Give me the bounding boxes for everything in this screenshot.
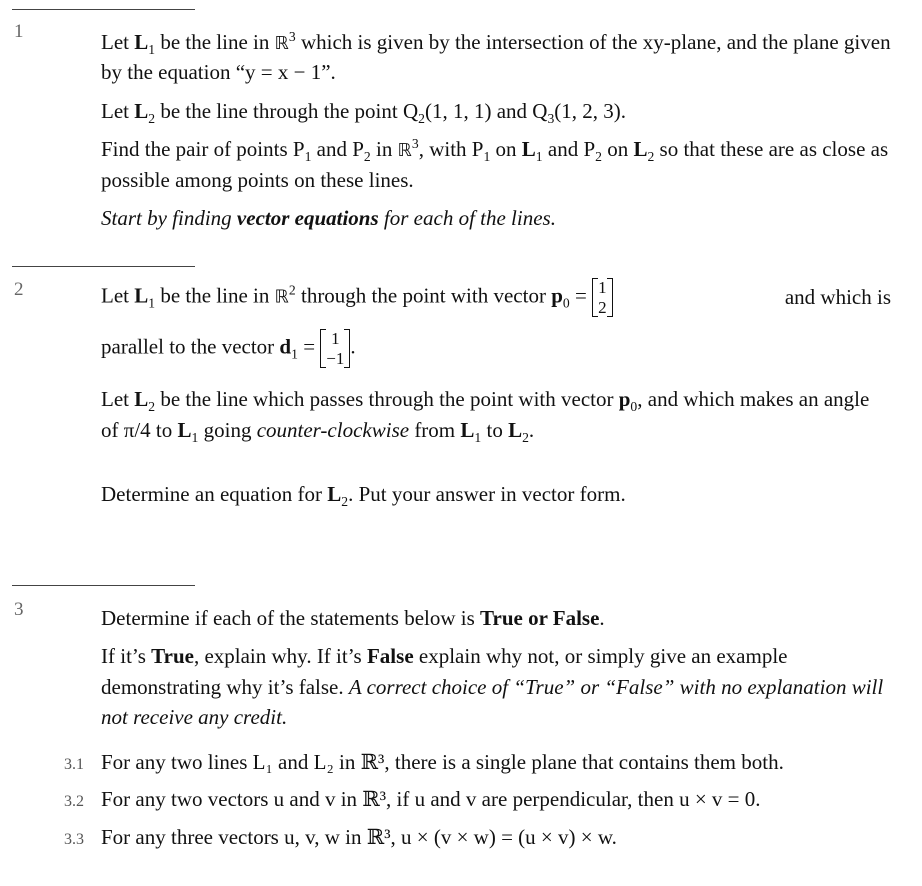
question-2-divider [12,266,195,267]
question-1-paragraph-2: Let $L_2$ be the line through the point $Q_2(1$, 1, 1) and $Q_3(1$, 2, 3). [101,98,627,127]
question-2-paragraph-4: Determine an equation for $L_2$. Put your answer in vector form. [101,482,626,510]
subquestion-3-1-label: 3.1 [64,756,84,773]
question-2-paragraph-1: Let $L_1$ be the line in ℝ$^2$ through the point with vector $p_0$ = 1 2 and which is [101,278,891,317]
question-2-number: 2 [14,279,24,300]
question-3-body [101,603,891,733]
p0-vector: 1 2 [592,278,613,317]
question-1-body [101,27,891,234]
question-3-paragraph-2: If it’s True, explain why. If it’s False explain why not, or simply give an example demonstrating why it’s false. A correct choice of “True” or “False” with no explanation will not receive any credit. [101,644,884,730]
subquestion-3-1-text: For any two lines L₁ and L₂ in ℝ³, there is a single plane that contains them both. [101,750,784,774]
subquestion-3-2-text: For any two vectors u and v in ℝ³, if u and v are perpendicular, then u × v = 0. [101,787,761,811]
question-3-paragraph-1: Determine if each of the statements below is True or False. [101,606,605,630]
question-2-paragraph-2: parallel to the vector $d_1$ = 1 −1 . [101,329,356,368]
subquestion-3-2-label: 3.2 [64,793,84,810]
question-1-divider [12,9,195,10]
question-1-paragraph-3: Find the pair of points $P_1$ and $P_2$ in ℝ$^3$, with $P_1$ on $L_1$ and $P_2$ on $L_2$ so that these are as close as possible among points on these lines. [101,136,889,192]
question-2-paragraph-3: Let $L_2$ be the line which passes through the point with vector $p_0$, and which makes an angle of π/4 to $L_1$ going counter-clockwise from $L_1$ to $L_2$. [101,387,870,445]
question-1-paragraph-1: Let $L_1$ be the line in ℝ$^3$ which is given by the intersection of the xy-plane, and the plane given by the equation “y = x − 1”. [101,29,891,85]
question-2-body [101,278,891,510]
question-3-number: 3 [14,599,24,620]
question-3-divider [12,585,195,586]
question-1-number: 1 [14,21,24,42]
question-1-hint: Start by finding vector equations for each of the lines. [101,206,556,231]
d1-vector: 1 −1 [320,329,350,368]
subquestion-3-3-label: 3.3 [64,831,84,848]
subquestion-3-3-text: For any three vectors u, v, w in ℝ³, u × (v × w) = (u × v) × w. [101,825,617,849]
